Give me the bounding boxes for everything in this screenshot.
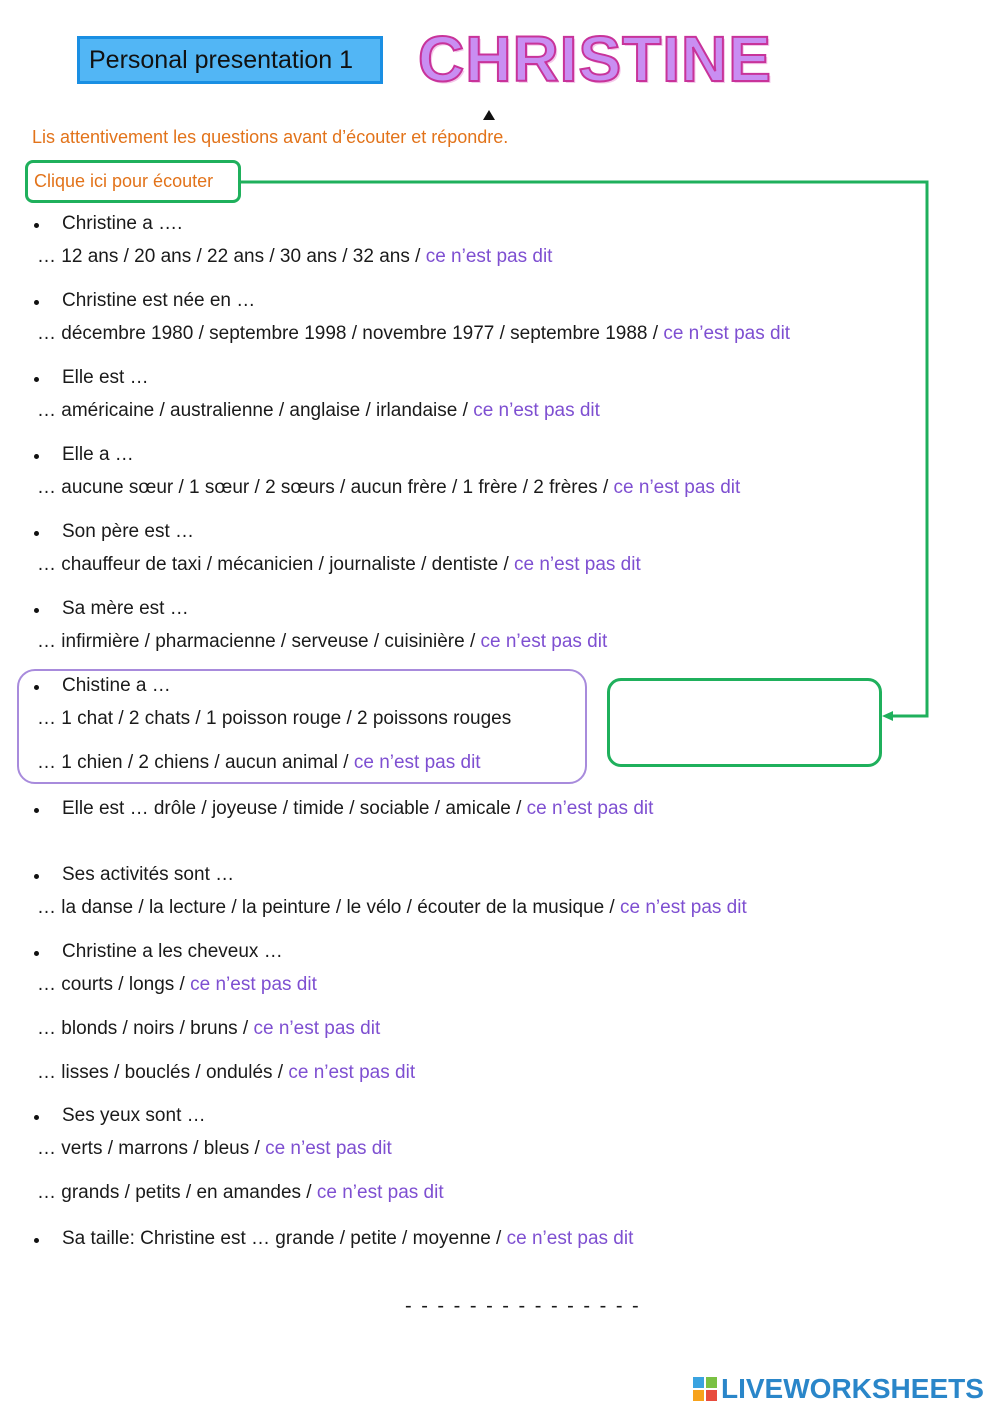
end-separator: - - - - - - - - - - - - - - -	[405, 1295, 641, 1317]
not-said-option[interactable]: ce n’est pas dit	[253, 1018, 381, 1039]
not-said-option[interactable]: ce n’est pas dit	[353, 752, 481, 773]
question-activities: Ses activités sont …	[62, 864, 235, 885]
answers-eyes-shape[interactable]	[37, 1182, 444, 1204]
answers-eyes-color[interactable]	[37, 1138, 392, 1160]
answer-options[interactable]: … 12 ans / 20 ans / 22 ans / 30 ans / 32 ans /	[37, 246, 421, 267]
not-said-option[interactable]: ce n’est pas dit	[514, 554, 641, 575]
question-size[interactable]	[62, 1228, 633, 1250]
answer-options[interactable]: … décembre 1980 / septembre 1998 / novembre 1977 / septembre 1988 /	[37, 323, 659, 344]
question-mother: Sa mère est …	[62, 598, 189, 619]
question-hair: Christine a les cheveux …	[62, 941, 283, 962]
question-birth: Christine est née en …	[62, 290, 256, 311]
answers-pets-1[interactable]: … 1 chat / 2 chats / 1 poisson rouge / 2 poissons rouges	[37, 708, 512, 729]
not-said-option[interactable]: ce n’est pas dit	[473, 400, 600, 421]
not-said-option[interactable]: ce n’est pas dit	[613, 477, 741, 498]
answers-father[interactable]	[37, 554, 641, 576]
not-said-option[interactable]: ce n’est pas dit	[288, 1062, 416, 1083]
not-said-option[interactable]: ce n’est pas dit	[316, 1182, 444, 1203]
answer-options[interactable]: … courts / longs /	[37, 974, 185, 995]
answer-options[interactable]: Sa taille: Christine est … grande / petite / moyenne /	[62, 1228, 502, 1249]
not-said-option[interactable]: ce n’est pas dit	[425, 246, 553, 267]
question-father: Son père est …	[62, 521, 195, 542]
worksheet-badge-label: Personal presentation 1	[89, 45, 354, 74]
not-said-option[interactable]: ce n’est pas dit	[526, 798, 654, 819]
answer-options[interactable]: … 1 chien / 2 chiens / aucun animal /	[37, 752, 349, 773]
answers-hair-length[interactable]	[37, 974, 317, 996]
not-said-option[interactable]: ce n’est pas dit	[265, 1138, 392, 1159]
answers-mother[interactable]	[37, 631, 607, 653]
not-said-option[interactable]: ce n’est pas dit	[506, 1228, 634, 1249]
answer-options[interactable]: … blonds / noirs / bruns /	[37, 1018, 249, 1039]
answer-options[interactable]: … infirmière / pharmacienne / serveuse / cuisinière /	[37, 631, 476, 652]
answers-nationality[interactable]	[37, 400, 600, 422]
not-said-option[interactable]: ce n’est pas dit	[480, 631, 608, 652]
answers-pets-2[interactable]	[37, 752, 481, 774]
answers-activities[interactable]	[37, 897, 747, 919]
answer-options[interactable]: Elle est … drôle / joyeuse / timide / sociable / amicale /	[62, 798, 522, 819]
answer-options[interactable]: … américaine / australienne / anglaise / irlandaise /	[37, 400, 468, 421]
not-said-option[interactable]: ce n’est pas dit	[620, 897, 747, 918]
answers-hair-color[interactable]	[37, 1018, 380, 1040]
answer-options[interactable]: … verts / marrons / bleus /	[37, 1138, 260, 1159]
question-siblings: Elle a …	[62, 444, 134, 465]
question-eyes: Ses yeux sont …	[62, 1105, 206, 1126]
not-said-option[interactable]: ce n’est pas dit	[663, 323, 791, 344]
answers-siblings[interactable]	[37, 477, 740, 499]
answers-hair-texture[interactable]	[37, 1062, 415, 1084]
question-personality[interactable]	[62, 798, 653, 820]
pets-answer-drop-zone[interactable]	[607, 678, 882, 767]
answers-birth[interactable]	[37, 323, 790, 345]
page-title: CHRISTINE	[418, 23, 772, 95]
answers-age[interactable]	[37, 246, 552, 268]
footer-logo	[693, 1373, 984, 1405]
question-age: Christine a ….	[62, 213, 183, 234]
answer-options[interactable]: … la danse / la lecture / la peinture / le vélo / écouter de la musique /	[37, 897, 615, 918]
not-said-option[interactable]: ce n’est pas dit	[190, 974, 317, 995]
answer-options[interactable]: … chauffeur de taxi / mécanicien / journaliste / dentiste /	[37, 554, 509, 575]
answer-options[interactable]: … aucune sœur / 1 sœur / 2 sœurs / aucun frère / 1 frère / 2 frères /	[37, 477, 609, 498]
answer-options[interactable]: … grands / petits / en amandes /	[37, 1182, 312, 1203]
answer-options[interactable]: … lisses / bouclés / ondulés /	[37, 1062, 284, 1083]
instruction-text: Lis attentivement les questions avant d’écouter et répondre.	[32, 127, 509, 147]
listen-button-label: Clique ici pour écouter	[34, 171, 214, 191]
liveworksheets-logo-icon	[693, 1377, 717, 1401]
footer-brand: LIVEWORKSHEETS	[721, 1373, 984, 1404]
question-nationality: Elle est …	[62, 367, 149, 388]
question-pets: Chistine a …	[62, 675, 171, 696]
